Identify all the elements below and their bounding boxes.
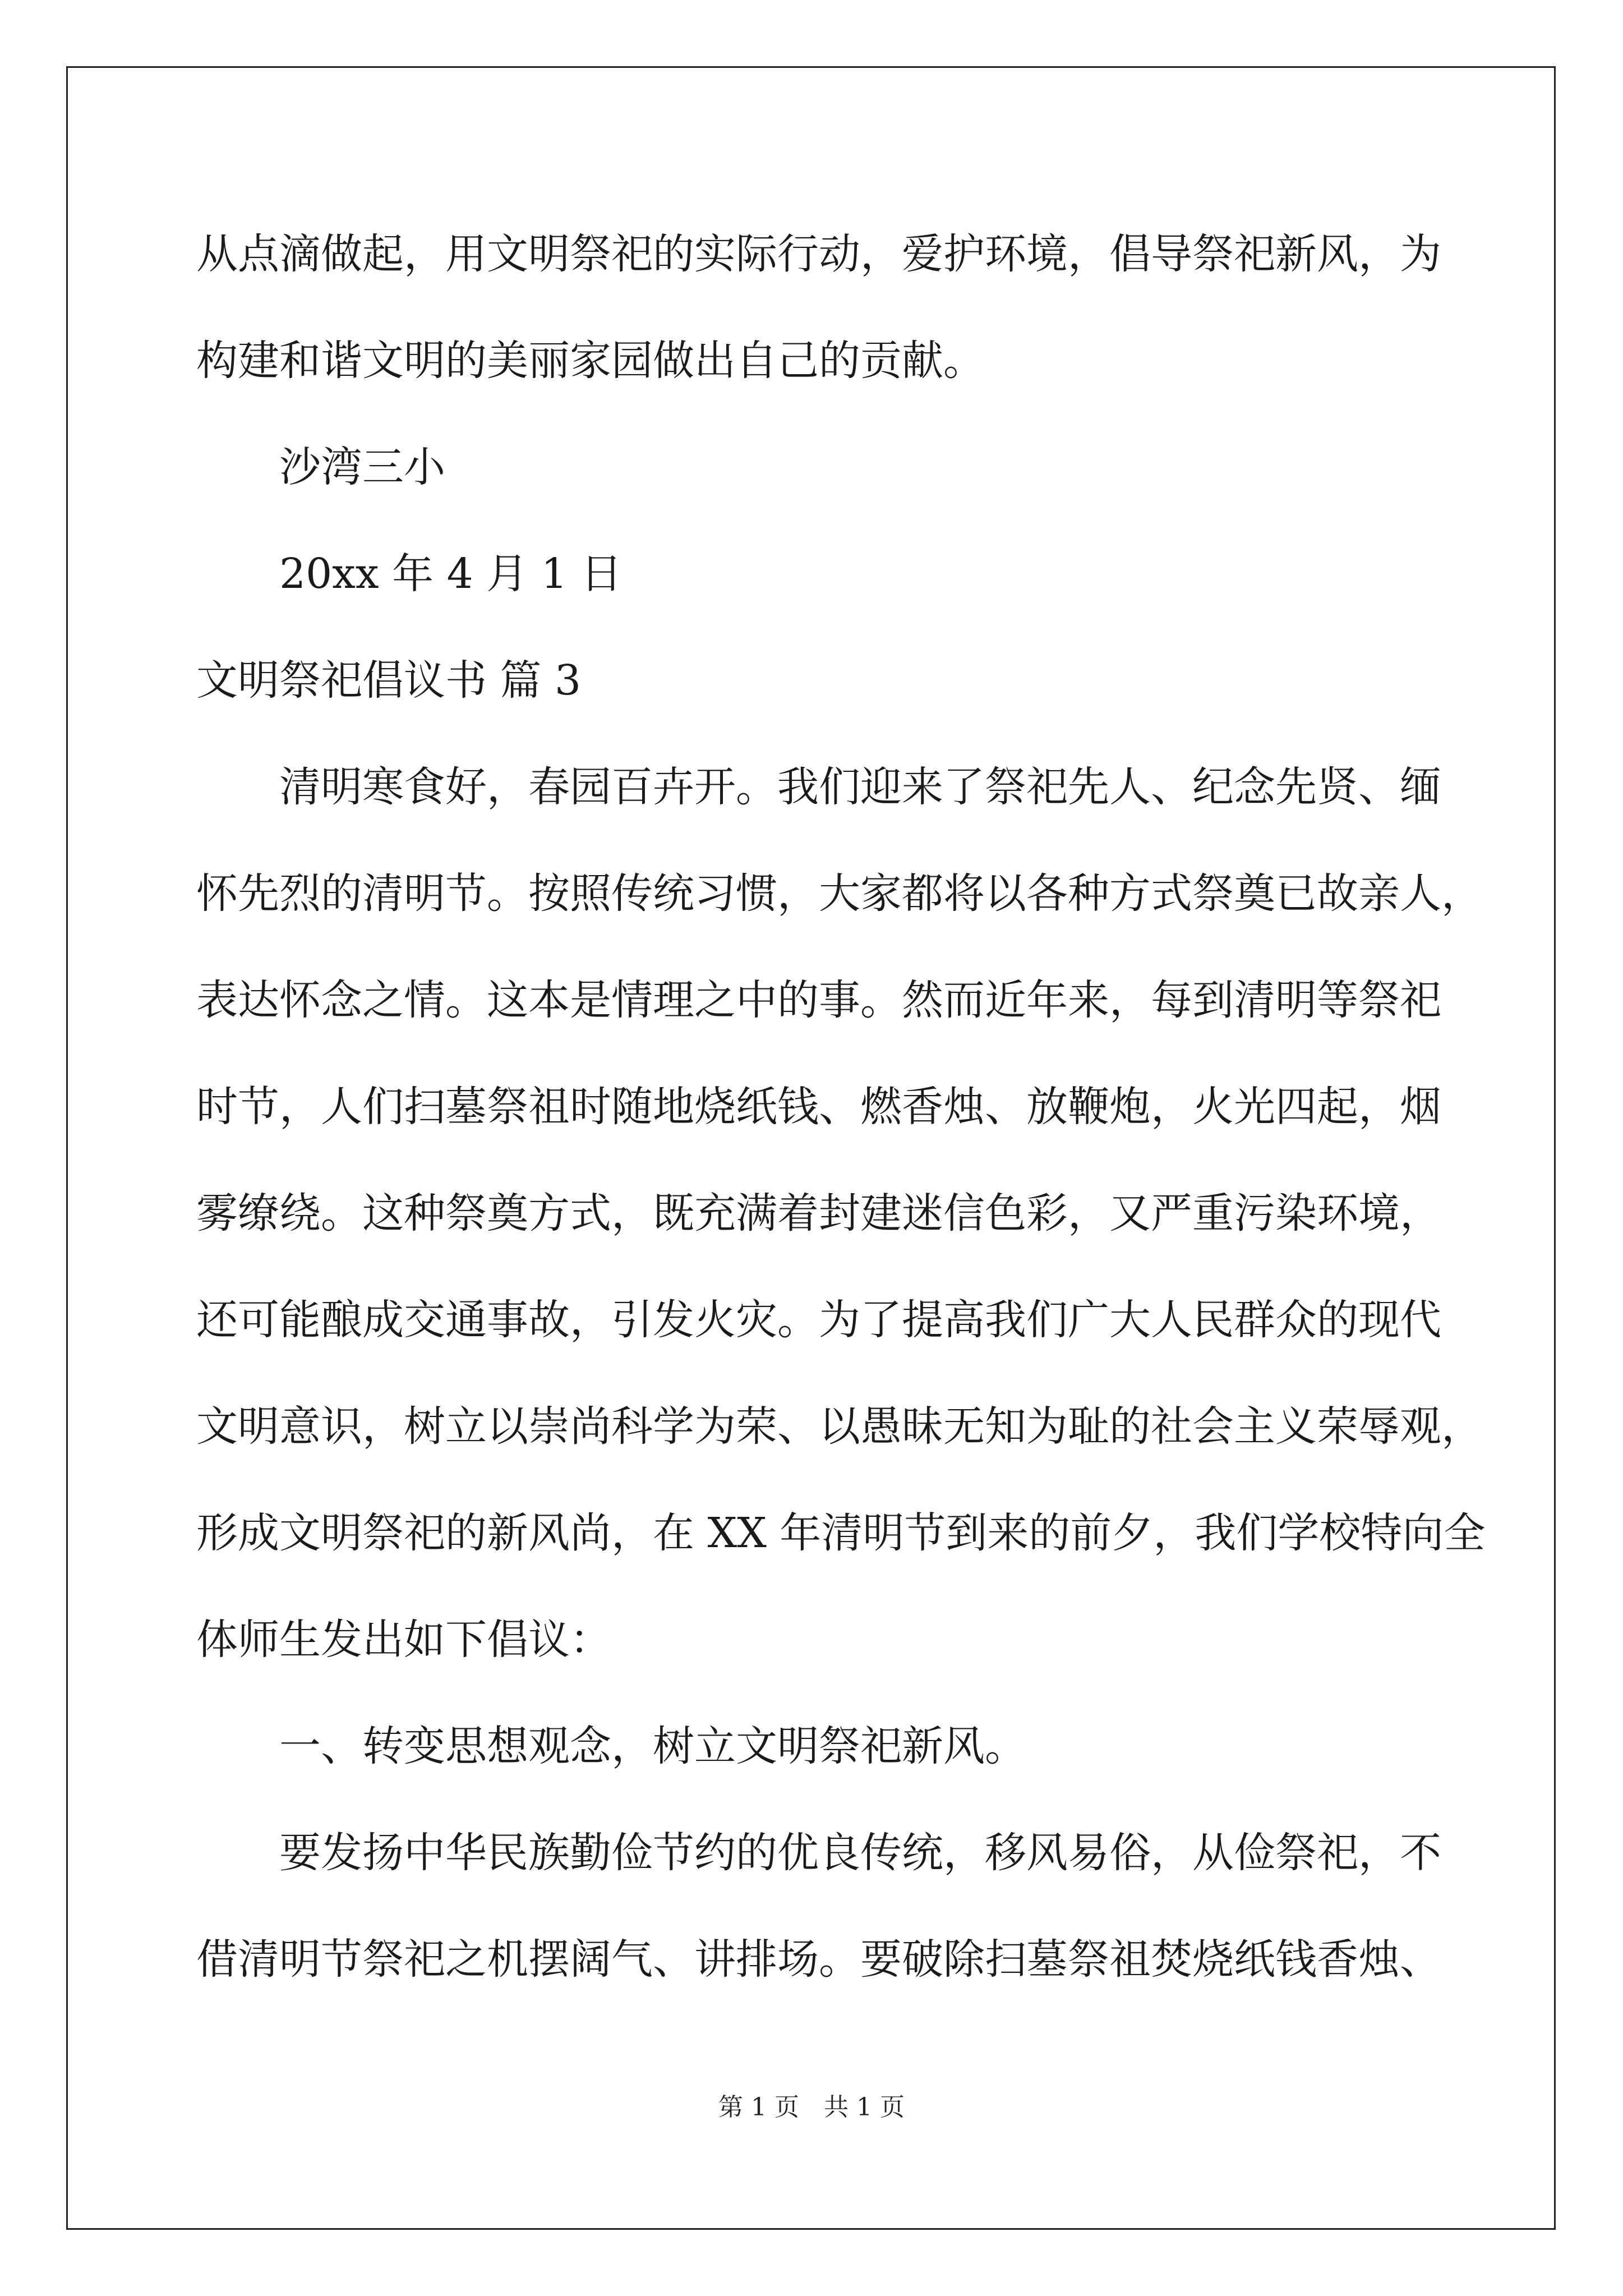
text-line: 表达怀念之情。这本是情理之中的事。然而近年来，每到清明等祭祀	[196, 976, 1441, 1024]
page-footer: 第 1 页 共 1 页	[718, 2093, 905, 2122]
text-line: 文明意识，树立以崇尚科学为荣、以愚昧无知为耻的社会主义荣辱观，	[196, 1402, 1483, 1451]
text-line: 形成文明祭祀的新风尚，在 XX 年清明节到来的前夕，我们学校特向全	[196, 1509, 1486, 1557]
text-line: 清明寒食好，春园百卉开。我们迎来了祭祀先人、纪念先贤、缅	[279, 763, 1441, 811]
signature-date: 20xx 年 4 月 1 日	[279, 550, 623, 598]
text-line: 还可能酿成交通事故，引发火灾。为了提高我们广大人民群众的现代	[196, 1296, 1441, 1344]
section-heading: 文明祭祀倡议书 篇 3	[196, 656, 582, 705]
document-body	[196, 212, 1486, 2024]
signature-school: 沙湾三小	[279, 443, 445, 491]
text-line: 构建和谐文明的美丽家园做出自己的贡献。	[196, 337, 985, 385]
text-line: 从点滴做起，用文明祭祀的实际行动，爱护环境，倡导祭祀新风，为	[196, 230, 1441, 278]
text-line: 雾缭绕。这种祭奠方式，既充满着封建迷信色彩，又严重污染环境，	[196, 1189, 1441, 1237]
subheading: 一、转变思想观念，树立文明祭祀新风。	[279, 1722, 1026, 1770]
text-line: 时节，人们扫墓祭祖时随地烧纸钱、燃香烛、放鞭炮，火光四起，烟	[196, 1083, 1441, 1131]
text-line: 要发扬中华民族勤俭节约的优良传统，移风易俗，从俭祭祀，不	[279, 1829, 1441, 1877]
text-line: 体师生发出如下倡议：	[196, 1616, 611, 1664]
text-line: 怀先烈的清明节。按照传统习惯，大家都将以各种方式祭奠已故亲人，	[196, 869, 1483, 918]
text-line: 借清明节祭祀之机摆阔气、讲排场。要破除扫墓祭祖焚烧纸钱香烛、	[196, 1935, 1441, 1984]
